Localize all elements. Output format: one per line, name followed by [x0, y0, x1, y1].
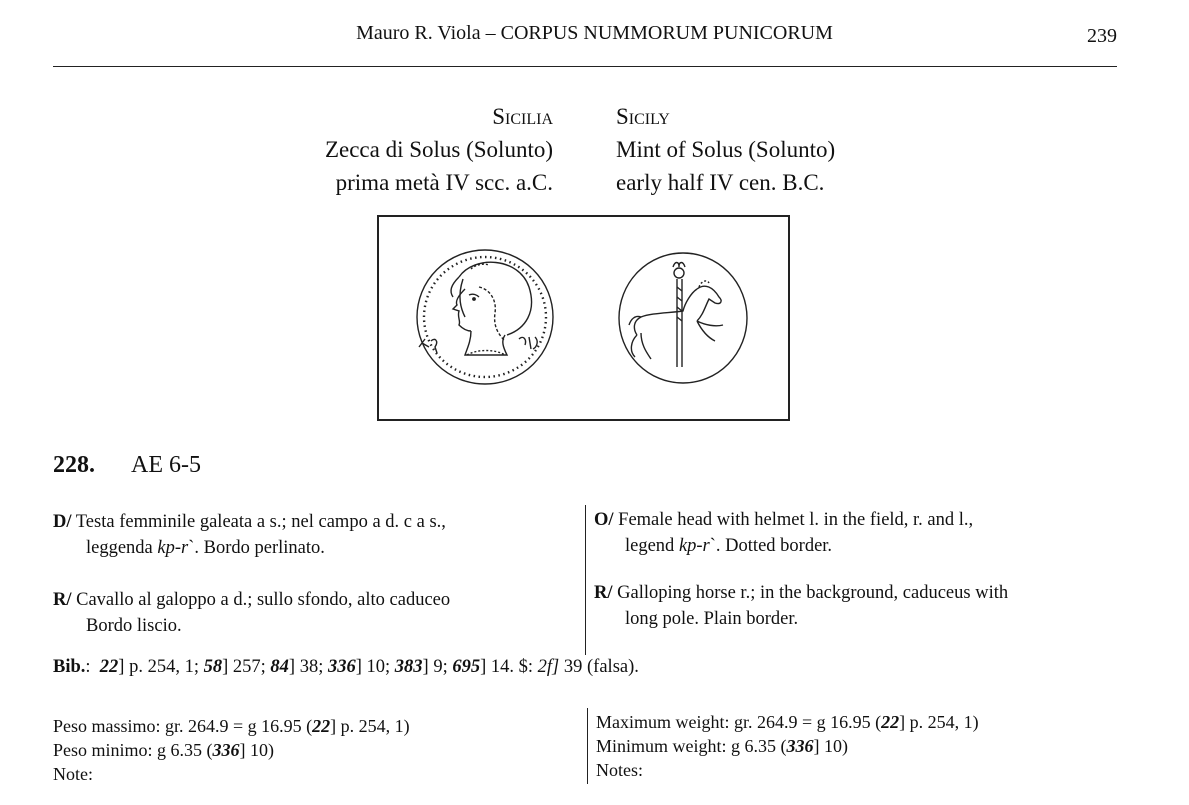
heading-en-date: early half IV cen. B.C. [616, 170, 825, 195]
heading-italian [325, 100, 553, 199]
bib-item: 695] 14. $: [452, 657, 538, 677]
heading-english [616, 100, 835, 199]
it-reverse-line1: Cavallo al galoppo a d.; sullo sfondo, alto caduceo [76, 590, 451, 610]
bib-item: 383] 9; [394, 657, 453, 677]
heading-en-mint: Mint of Solus (Soluntо) [616, 137, 836, 162]
bib-tail-text: 39 (falsa). [559, 657, 639, 677]
en-notes: Notes: [596, 760, 643, 780]
en-reverse-line2: long pole. Plain border. [625, 609, 799, 629]
it-obverse-line2-post: `. Bordo perlinato. [188, 538, 325, 558]
it-reverse-label: R/ [53, 590, 72, 610]
bib-item: 58] 257; [203, 657, 271, 677]
heading-en-region: Sicily [616, 104, 670, 129]
running-header: Mauro R. Viola – CORPUS NUMMORUM PUNICORUM [356, 22, 833, 44]
it-reverse-desc [53, 587, 573, 639]
entry-type: AE 6-5 [131, 452, 201, 478]
en-weights [596, 710, 1156, 782]
column-divider-desc [585, 505, 586, 655]
heading-it-date: prima metà IV scc. a.C. [335, 170, 553, 195]
it-reverse-line2: Bordo liscio. [86, 616, 182, 636]
bib-colon: : [85, 657, 91, 677]
entry-number: 228. [53, 452, 95, 478]
obverse-coin-icon [417, 250, 553, 384]
bibliography [53, 657, 639, 678]
obverse-legend-text: 𐤊𐤐𐤓 [379, 217, 381, 218]
en-reverse-label: R/ [594, 583, 613, 603]
coin-plate [377, 215, 790, 421]
it-max-weight: Peso massimo: gr. 264.9 = g 16.95 (22] p. 254, 1) [53, 716, 410, 736]
page-number: 239 [1087, 25, 1117, 47]
en-reverse-line1: Galloping horse r.; in the background, caduceus with [617, 583, 1009, 603]
it-min-weight: Peso minimo: g 6.35 (336] 10) [53, 740, 275, 760]
it-obverse-line2-pre: leggenda [86, 538, 158, 558]
heading-it-mint: Zecca di Solus (Solunto) [324, 137, 553, 162]
en-obverse-line2-post: `. Dotted border. [709, 536, 833, 556]
en-obverse-label: O/ [594, 510, 614, 530]
en-obverse-line2-pre: legend [625, 536, 679, 556]
bib-item: 336] 10; [327, 657, 395, 677]
bib-item: 22] p. 254, 1; [99, 657, 204, 677]
en-obverse-line1: Female head with helmet l. in the field, r. and l., [618, 510, 974, 530]
column-divider-weights [587, 708, 588, 784]
en-obverse-desc [594, 507, 1134, 559]
it-obverse-desc [53, 509, 573, 561]
en-max-weight: Maximum weight: gr. 264.9 = g 16.95 (22] p. 254, 1) [596, 712, 979, 732]
bib-label: Bib. [53, 657, 86, 677]
it-obverse-line1: Testa femminile galeata a s.; nel campo a d. c a s., [75, 512, 446, 532]
bib-tail-ref: 2f] [537, 657, 560, 677]
reverse-coin-icon [619, 253, 747, 383]
it-obverse-legend: kp-r [157, 538, 189, 558]
coin-drawings [379, 217, 788, 419]
it-weights [53, 714, 583, 786]
it-notes: Note: [53, 764, 93, 784]
header-rule [53, 66, 1117, 67]
en-min-weight: Minimum weight: g 6.35 (336] 10) [596, 736, 848, 756]
bib-item: 84] 38; [270, 657, 328, 677]
en-obverse-legend: kp-r [678, 536, 710, 556]
heading-it-region: Sicilia [492, 104, 553, 129]
en-reverse-desc [594, 580, 1134, 632]
it-obverse-label: D/ [53, 512, 72, 532]
